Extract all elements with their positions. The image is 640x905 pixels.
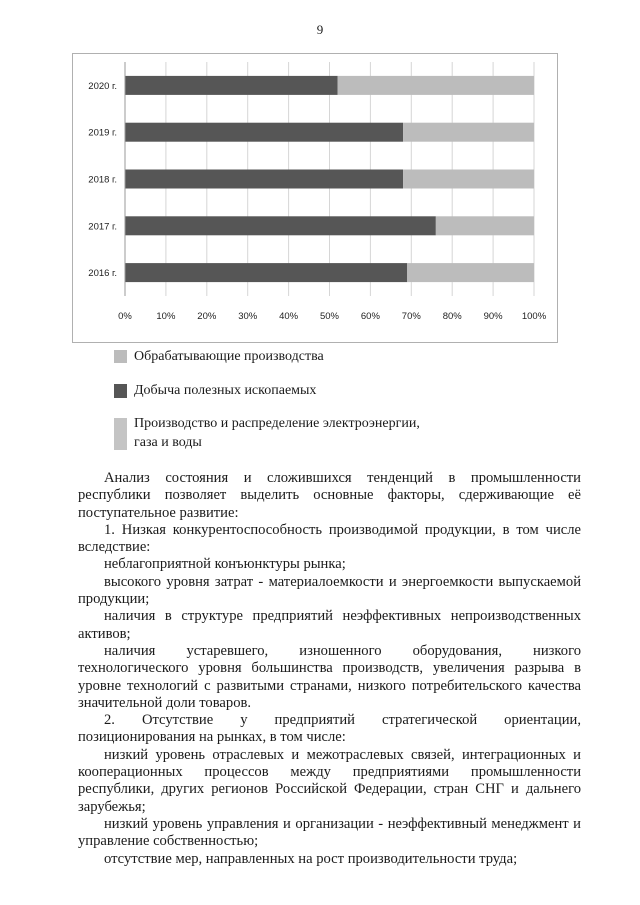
paragraph-links: низкий уровень отраслевых и межотраслевых связей, интеграционных и кооперационных процессов между предприятиями промышленности республики, других регионов Российской Федерации, стран СНГ и дальнего зарубежья; bbox=[78, 746, 581, 815]
x-tick-label: 30% bbox=[238, 311, 258, 322]
x-tick-label: 20% bbox=[197, 311, 217, 322]
mining-bar bbox=[125, 216, 436, 235]
paragraph-assets: наличия в структуре предприятий неэффективных непроизводственных активов; bbox=[78, 608, 581, 642]
mining-bar bbox=[125, 170, 403, 189]
x-tick-label: 80% bbox=[442, 311, 462, 322]
y-category-label: 2018 г. bbox=[88, 174, 117, 186]
paragraph-management: низкий уровень управления и организации - неэффективный менеджмент и управление собственностью; bbox=[78, 815, 581, 850]
y-category-label: 2016 г. bbox=[88, 268, 117, 280]
paragraph-market: неблагоприятной конъюнктуры рынка; bbox=[104, 556, 346, 573]
page-number: 9 bbox=[316, 22, 324, 37]
paragraph-intro: Анализ состояния и сложившихся тенденций в промышленности республики позволяет выделить основные факторы, сдерживающие её поступательное развитие: bbox=[78, 470, 581, 521]
x-tick-label: 40% bbox=[279, 311, 299, 322]
paragraph-productivity: отсутствие мер, направленных на рост производительности труда; bbox=[104, 850, 518, 867]
legend-label-electricity-line2: газа и воды bbox=[134, 435, 202, 450]
mining-bar bbox=[125, 263, 407, 282]
paragraph-factor-1: 1. Низкая конкурентоспособность производимой продукции, в том числе вследствие: bbox=[78, 521, 581, 556]
mining-bar bbox=[125, 76, 338, 95]
legend-label-mining: Добыча полезных ископаемых bbox=[134, 383, 317, 398]
legend-label-electricity-line1: Производство и распределение электроэнергии, bbox=[134, 416, 420, 431]
paragraph-factor-2: 2. Отсутствие у предприятий стратегической ориентации, позиционирования на рынках, в том числе: bbox=[78, 712, 581, 746]
legend-swatch-manufacturing bbox=[114, 350, 127, 363]
manufacturing-bar bbox=[338, 76, 534, 95]
paragraph-equipment: наличия устаревшего, изношенного оборудования, низкого технологического уровня большинства производств, увеличения разрыва в уровне технологий с развитыми странами, низкого потребительского качества значительной доли товаров. bbox=[78, 642, 581, 711]
x-tick-label: 90% bbox=[483, 311, 503, 322]
industry-structure-chart bbox=[72, 53, 558, 343]
manufacturing-bar bbox=[407, 263, 534, 282]
legend-label-manufacturing: Обрабатывающие производства bbox=[134, 349, 324, 364]
paragraph-costs: высокого уровня затрат - материалоемкости и энергоемкости выпускаемой продукции; bbox=[78, 573, 581, 608]
manufacturing-bar bbox=[403, 123, 534, 142]
x-tick-label: 50% bbox=[319, 311, 340, 322]
y-category-label: 2019 г. bbox=[88, 127, 117, 139]
x-tick-label: 0% bbox=[118, 311, 132, 322]
manufacturing-bar bbox=[436, 216, 534, 235]
y-category-label: 2020 г. bbox=[88, 80, 117, 92]
document-body bbox=[78, 470, 581, 868]
x-tick-label: 70% bbox=[401, 311, 421, 322]
x-tick-label: 100% bbox=[521, 311, 547, 322]
legend-swatch-electricity bbox=[114, 418, 127, 450]
legend-swatch-mining bbox=[114, 384, 127, 398]
mining-bar bbox=[125, 123, 403, 142]
manufacturing-bar bbox=[403, 170, 534, 189]
x-tick-label: 60% bbox=[360, 311, 380, 322]
chart-svg bbox=[73, 54, 557, 342]
y-category-label: 2017 г. bbox=[88, 221, 117, 233]
x-tick-label: 10% bbox=[156, 311, 176, 322]
